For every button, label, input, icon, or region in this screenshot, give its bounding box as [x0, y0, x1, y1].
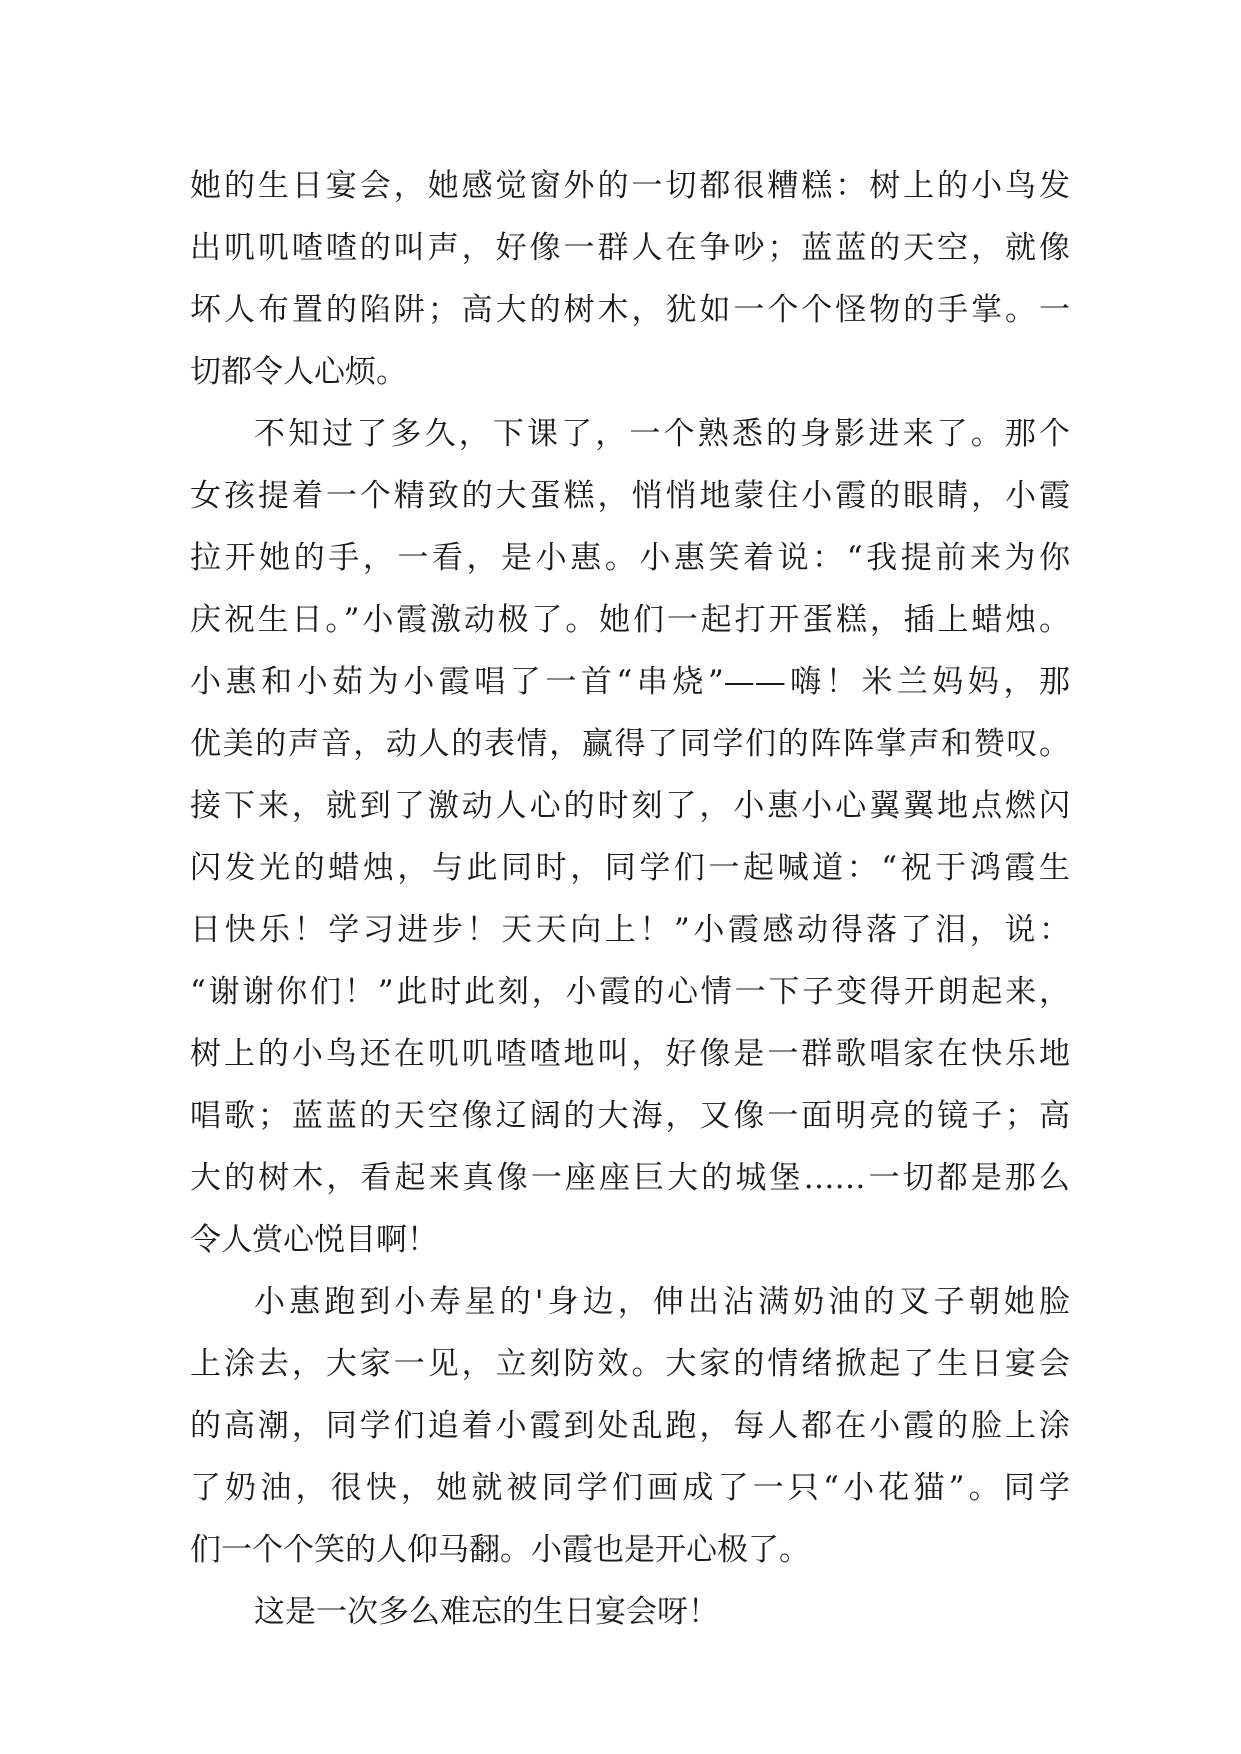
text-line: 唱歌；蓝蓝的天空像辽阔的大海，又像一面明亮的镜子；高 [190, 1098, 1070, 1134]
text-line: 庆祝生日。”小霞激动极了。她们一起打开蛋糕，插上蜡烛。 [190, 602, 1070, 638]
text-line: “谢谢你们！”此时此刻，小霞的心情一下子变得开朗起来， [190, 974, 1070, 1010]
text-line: 闪发光的蜡烛，与此同时，同学们一起喊道：“祝于鸿霞生 [190, 850, 1070, 886]
text-line: 大的树木，看起来真像一座座巨大的城堡……一切都是那么 [190, 1160, 1070, 1196]
text-line: 的高潮，同学们追着小霞到处乱跑，每人都在小霞的脸上涂 [190, 1408, 1070, 1444]
paragraph-first-line: 这是一次多么难忘的生日宴会呀！ [254, 1594, 719, 1630]
body-text [190, 155, 1070, 1643]
text-line: 树上的小鸟还在叽叽喳喳地叫，好像是一群歌唱家在快乐地 [190, 1036, 1070, 1072]
paragraph-first-line: 小惠跑到小寿星的'身边，伸出沾满奶油的叉子朝她脸 [254, 1284, 1070, 1320]
text-line: 优美的声音，动人的表情，赢得了同学们的阵阵掌声和赞叹。 [190, 726, 1070, 762]
text-line: 了奶油，很快，她就被同学们画成了一只“小花猫”。同学 [190, 1470, 1070, 1506]
text-line: 拉开她的手，一看，是小惠。小惠笑着说：“我提前来为你 [190, 540, 1070, 576]
text-line: 小惠和小茹为小霞唱了一首“串烧”——嗨！米兰妈妈，那 [190, 664, 1070, 700]
text-line: 接下来，就到了激动人心的时刻了，小惠小心翼翼地点燃闪 [190, 788, 1070, 824]
text-line: 女孩提着一个精致的大蛋糕，悄悄地蒙住小霞的眼睛，小霞 [190, 478, 1070, 514]
text-line: 们一个个笑的人仰马翻。小霞也是开心极了。 [190, 1532, 810, 1568]
text-line: 出叽叽喳喳的叫声，好像一群人在争吵；蓝蓝的天空，就像 [190, 230, 1070, 266]
text-line: 切都令人心烦。 [190, 354, 407, 390]
text-line: 她的生日宴会，她感觉窗外的一切都很糟糕：树上的小鸟发 [190, 168, 1070, 204]
text-line: 上涂去，大家一见，立刻防效。大家的情绪掀起了生日宴会 [190, 1346, 1070, 1382]
text-line: 日快乐！学习进步！天天向上！”小霞感动得落了泪，说： [190, 912, 1070, 948]
paragraph-first-line: 不知过了多久，下课了，一个熟悉的身影进来了。那个 [254, 416, 1070, 452]
text-line: 令人赏心悦目啊！ [190, 1222, 438, 1258]
text-line: 坏人布置的陷阱；高大的树木，犹如一个个怪物的手掌。一 [190, 292, 1070, 328]
